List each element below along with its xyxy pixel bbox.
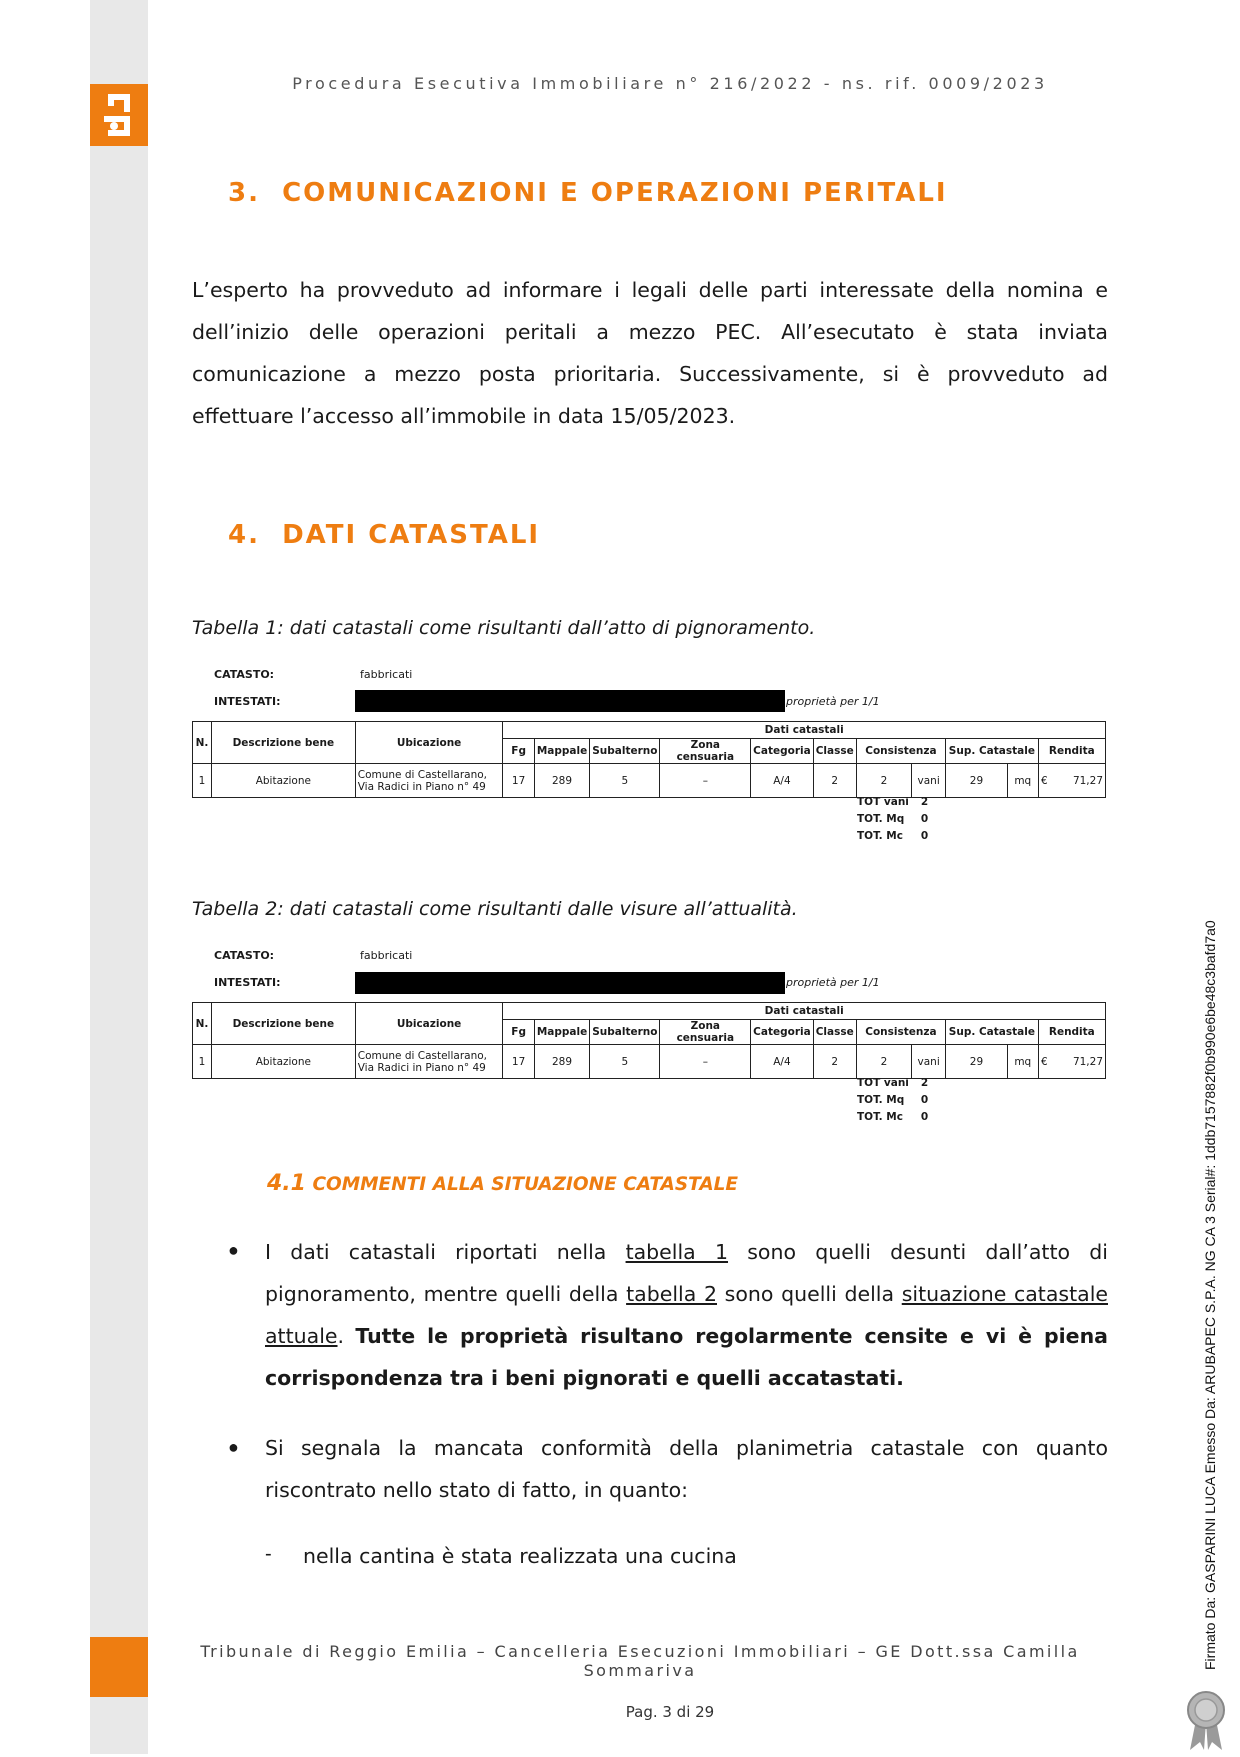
col-zona: Zona censuaria	[660, 739, 751, 764]
col-ubicazione: Ubicazione	[355, 722, 503, 764]
cell-sup: 29	[946, 764, 1008, 798]
cell-sup-unit: mq	[1007, 1045, 1038, 1079]
total-row	[851, 793, 934, 810]
cell-rendita: 71,27	[1050, 764, 1105, 798]
bullet-icon: ●	[228, 1240, 239, 1260]
footer-accent-block	[90, 1637, 148, 1697]
col-descrizione: Descrizione bene	[211, 1003, 355, 1045]
cadastral-table-2	[192, 1002, 1106, 1079]
cell-descrizione: Abitazione	[211, 764, 355, 798]
cadastral-table-1	[192, 721, 1106, 798]
cell-mappale: 289	[534, 764, 589, 798]
col-dati-catastali: Dati catastali	[503, 722, 1106, 739]
intestati-label: INTESTATI:	[214, 695, 281, 708]
table-row	[193, 764, 1106, 798]
totals-table-2	[851, 1074, 934, 1125]
section-4-heading	[228, 520, 540, 550]
total-row	[851, 1108, 934, 1125]
cell-consistenza: 2	[856, 1045, 911, 1079]
total-label: TOT. Mq	[857, 812, 905, 825]
section-number: 3.	[228, 178, 260, 208]
cell-rendita: 71,27	[1050, 1045, 1105, 1079]
page-header: Procedura Esecutiva Immobiliare n° 216/2022 - ns. rif. 0009/2023	[292, 74, 1048, 93]
col-n: N.	[193, 1003, 212, 1045]
table-1-reference: tabella 1	[625, 1240, 729, 1264]
cell-consistenza: 2	[856, 764, 911, 798]
col-ubicazione: Ubicazione	[355, 1003, 503, 1045]
col-mappale: Mappale	[534, 1020, 589, 1045]
cell-n: 1	[193, 764, 212, 798]
bullet-2-text: Si segnala la mancata conformità della planimetria catastale con quanto riscontrato nello stato di fatto, in quanto:	[265, 1436, 1108, 1502]
ubicazione-line-2: Via Radici in Piano n° 49	[357, 780, 486, 793]
logo-icon	[90, 84, 148, 146]
digital-signature-stamp: Firmato Da: GASPARINI LUCA Emesso Da: ARUBAPEC S.P.A. NG CA 3 Serial#: 1ddb7157882f0b990e6be48c3bafd7a0	[1202, 920, 1218, 1670]
col-classe: Classe	[813, 739, 856, 764]
cell-zona: –	[660, 1045, 751, 1079]
cell-mappale: 289	[534, 1045, 589, 1079]
dash-icon: -	[265, 1543, 272, 1565]
section-title: DATI CATASTALI	[282, 520, 541, 550]
page-footer: Tribunale di Reggio Emilia – Cancelleria Esecuzioni Immobiliari – GE Dott.ssa Camilla Sommariva	[200, 1642, 1080, 1680]
total-label: TOT vani	[857, 795, 909, 808]
ubicazione-line-1: Comune di Castellarano,	[357, 1049, 487, 1062]
section-number: 4.1	[267, 1171, 306, 1196]
col-sup: Sup. Catastale	[946, 1020, 1039, 1045]
cell-subalterno: 5	[590, 764, 660, 798]
cell-descrizione: Abitazione	[211, 1045, 355, 1079]
total-value: 0	[920, 829, 929, 842]
table-header-row	[193, 1003, 1106, 1020]
table-2-caption: Tabella 2: dati catastali come risultanti dalle visure all’attualità.	[192, 898, 798, 920]
ubicazione-line-1: Comune di Castellarano,	[357, 768, 487, 781]
bullet-1-text: I dati catastali riportati nella tabella 1 sono quelli desunti dall’atto di pignoramento, mentre quelli della tabella 2 sono quelli della situazione catastale attuale. Tutte le proprietà risultano regolarmente censite e vi è piena corrispondenza tra i beni pignorati e quelli accatastati.	[265, 1240, 1108, 1390]
cell-ubicazione	[355, 1045, 503, 1079]
col-subalterno: Subalterno	[590, 739, 660, 764]
total-label: TOT. Mc	[857, 1110, 903, 1123]
total-label: TOT. Mc	[857, 829, 903, 842]
col-n: N.	[193, 722, 212, 764]
col-rendita: Rendita	[1038, 739, 1105, 764]
cell-sup: 29	[946, 1045, 1008, 1079]
col-classe: Classe	[813, 1020, 856, 1045]
col-mappale: Mappale	[534, 739, 589, 764]
section-3-heading	[228, 178, 948, 208]
catasto-label: CATASTO:	[214, 949, 275, 962]
left-margin-stripe	[90, 0, 148, 1754]
total-value: 0	[920, 812, 929, 825]
catasto-value: fabbricati	[360, 949, 413, 962]
total-value: 0	[920, 1110, 929, 1123]
redacted-owner	[355, 690, 785, 712]
col-consistenza: Consistenza	[856, 1020, 945, 1045]
cell-classe: 2	[813, 764, 856, 798]
cell-classe: 2	[813, 1045, 856, 1079]
catasto-value: fabbricati	[360, 668, 413, 681]
total-value: 2	[920, 795, 929, 808]
section-4-1-heading	[267, 1171, 738, 1196]
section-title: COMUNICAZIONI E OPERAZIONI PERITALI	[282, 178, 948, 208]
cell-categoria: A/4	[751, 764, 814, 798]
table-header-row	[193, 722, 1106, 739]
table-2-reference: tabella 2	[626, 1282, 717, 1306]
total-row	[851, 1091, 934, 1108]
total-row	[851, 1074, 934, 1091]
seal-icon	[1182, 1690, 1230, 1757]
total-row	[851, 810, 934, 827]
cell-categoria: A/4	[751, 1045, 814, 1079]
col-consistenza: Consistenza	[856, 739, 945, 764]
col-zona: Zona censuaria	[660, 1020, 751, 1045]
cell-consistenza-unit: vani	[912, 1045, 946, 1079]
total-label: TOT. Mq	[857, 1093, 905, 1106]
col-sup: Sup. Catastale	[946, 739, 1039, 764]
col-fg: Fg	[503, 739, 534, 764]
totals-table-1	[851, 793, 934, 844]
cell-fg: 17	[503, 1045, 534, 1079]
col-dati-catastali: Dati catastali	[503, 1003, 1106, 1020]
col-subalterno: Subalterno	[590, 1020, 660, 1045]
total-row	[851, 827, 934, 844]
dash-item-text: nella cantina è stata realizzata una cucina	[303, 1544, 737, 1568]
section-title: COMMENTI ALLA SITUAZIONE CATASTALE	[312, 1174, 739, 1195]
redacted-owner	[355, 972, 785, 994]
col-categoria: Categoria	[751, 739, 814, 764]
intestati-label: INTESTATI:	[214, 976, 281, 989]
bold-statement: Tutte le proprietà risultano regolarmente censite e vi è piena corrispondenza tra i beni pignorati e quelli accatastati.	[265, 1324, 1108, 1390]
total-label: TOT vani	[857, 1076, 909, 1089]
cell-ubicazione	[355, 764, 503, 798]
page-number: Pag. 3 di 29	[625, 1703, 715, 1721]
section-3-paragraph: L’esperto ha provveduto ad informare i legali delle parti interessate della nomina e dell’inizio delle operazioni peritali a mezzo PEC. All’esecutato è stata inviata comunicazione a mezzo posta prioritaria. Successivamente, si è provveduto ad effettuare l’accesso all’immobile in data 15/05/2023.	[192, 278, 1108, 428]
col-categoria: Categoria	[751, 1020, 814, 1045]
bullet-icon: ●	[228, 1437, 239, 1457]
total-value: 2	[920, 1076, 929, 1089]
cell-currency: €	[1038, 1045, 1050, 1079]
cell-fg: 17	[503, 764, 534, 798]
current-situation-reference: situazione catastale attuale	[265, 1282, 1108, 1348]
col-rendita: Rendita	[1038, 1020, 1105, 1045]
catasto-label: CATASTO:	[214, 668, 275, 681]
total-value: 0	[920, 1093, 929, 1106]
cell-subalterno: 5	[590, 1045, 660, 1079]
cell-sup-unit: mq	[1007, 764, 1038, 798]
table-1-caption: Tabella 1: dati catastali come risultanti dall’atto di pignoramento.	[192, 617, 816, 639]
section-number: 4.	[228, 520, 260, 550]
cell-currency: €	[1038, 764, 1050, 798]
table-row	[193, 1045, 1106, 1079]
ownership-share: proprietà per 1/1	[786, 976, 880, 989]
cell-zona: –	[660, 764, 751, 798]
col-descrizione: Descrizione bene	[211, 722, 355, 764]
ownership-share: proprietà per 1/1	[786, 695, 880, 708]
cell-n: 1	[193, 1045, 212, 1079]
ubicazione-line-2: Via Radici in Piano n° 49	[357, 1061, 486, 1074]
cell-consistenza-unit: vani	[912, 764, 946, 798]
col-fg: Fg	[503, 1020, 534, 1045]
